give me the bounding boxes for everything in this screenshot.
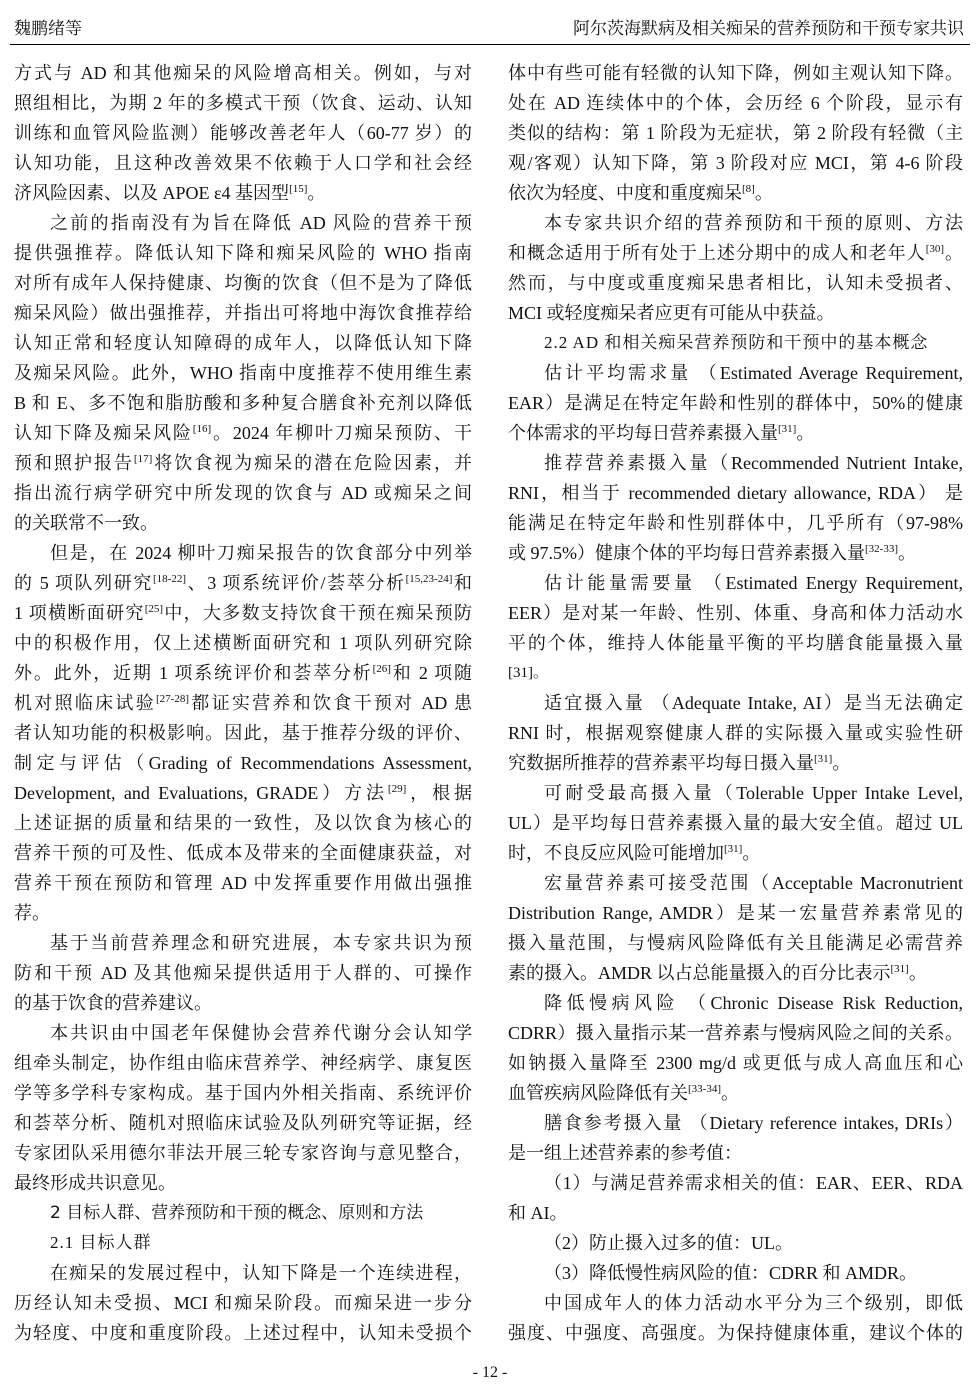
subsection-heading (508, 328, 963, 358)
text-line: 基于当前营养理念和研究进展，本专家共识为预 (50, 933, 472, 953)
citation-ref: [15] (289, 183, 308, 195)
text-line: 之前的指南没有为旨在降低 AD 风险的营养干预 (50, 213, 472, 233)
text-line: 预和照护报告[17]将饮食视为痴呆的潜在危险因素，并 (14, 453, 473, 473)
paragraph (508, 1258, 963, 1288)
text-line: 和 AI。 (508, 1203, 568, 1223)
right-column (508, 58, 963, 1348)
text-line: 提供强推荐。降低认知下降和痴呆风险的 WHO 指南 (14, 243, 472, 263)
text-line: 本专家共识介绍的营养预防和干预的原则、方法 (544, 213, 963, 233)
text-line: RNI，相当于 recommended dietary allowance, RDA） 是 (508, 483, 963, 503)
citation-ref: [25] (144, 603, 164, 615)
paragraph (508, 358, 963, 448)
text-line: RNI 时，根据观察健康人群的实际摄入量或实验性研 (508, 723, 963, 743)
text-line: 能满足在特定年龄和性别群体中，几乎所有（97-98% (508, 513, 963, 533)
paragraph (508, 688, 963, 778)
text-line: 时，不良反应风险可能增加[31]。 (508, 843, 761, 863)
text-line: 2.2 AD 和相关痴呆营养预防和干预中的基本概念 (544, 333, 929, 352)
citation-ref: [26] (372, 663, 391, 675)
paragraph (508, 448, 963, 568)
text-line: 降低慢病风险 （Chronic Disease Risk Reduction, (544, 993, 963, 1013)
paragraph (14, 1258, 472, 1348)
running-header-title: 阿尔茨海默病及相关痴呆的营养预防和干预专家共识 (573, 19, 964, 38)
text-line: 指出流行病学研究中所发现的饮食与 AD 或痴呆之间 (14, 483, 472, 503)
text-line: 认知下降及痴呆风险[16]。2024 年柳叶刀痴呆预防、干 (14, 423, 473, 443)
text-line: 的基于饮食的营养建议。 (14, 993, 212, 1013)
text-line: 外。此外，近期 1 项系统评价和荟萃分析[26]和 2 项随 (14, 663, 473, 683)
text-line: 及痴呆风险。此外，WHO 指南中度推荐不使用维生素 (14, 363, 472, 383)
text-line: 血管疾病风险降低有关[33-34]。 (508, 1083, 739, 1103)
text-line: 中的积极作用，仅上述横断面研究和 1 项队列研究除 (14, 633, 472, 653)
text-line: （1）与满足营养需求相关的值：EAR、EER、RDA (544, 1173, 963, 1193)
text-line: 的关联常不一致。 (14, 513, 158, 533)
paragraph (508, 1288, 963, 1348)
citation-ref: [31] (724, 843, 743, 855)
citation-ref: [31] (890, 963, 909, 975)
text-line: 但是，在 2024 柳叶刀痴呆报告的饮食部分中列举 (50, 543, 472, 563)
text-line: 适宜摄入量 （Adequate Intake, AI）是当无法确定 (544, 693, 963, 713)
text-line: 依次为轻度、中度和重度痴呆[8]。 (508, 183, 773, 203)
text-line: 防和干预 AD 及其他痴呆提供适用于人群的、可操作 (14, 963, 472, 983)
text-line: 制定与评估（Grading of Recommendations Assessment, (14, 753, 472, 773)
text-line: CDRR）摄入量指示某一营养素与慢病风险之间的关系。 (508, 1023, 963, 1043)
text-line: 在痴呆的发展过程中，认知下降是一个连续进程， (50, 1263, 472, 1283)
paragraph (14, 208, 472, 538)
text-line: 是一组上述营养素的参考值： (508, 1143, 742, 1163)
text-line: 或 97.5%）健康个体的平均每日营养素摄入量[32-33]。 (508, 543, 916, 563)
text-line: （3）降低慢性病风险的值：CDRR 和 AMDR。 (544, 1263, 918, 1283)
text-line: B 和 E、多不饱和脂肪酸和多种复合膳食补充剂以降低 (14, 393, 472, 413)
text-line: 专家团队采用德尔菲法开展三轮专家咨询与意见整合， (14, 1143, 472, 1163)
text-line: 推荐营养素摄入量（Recommended Nutrient Intake, (544, 453, 963, 473)
citation-ref: [29] (387, 783, 407, 795)
citation-ref: [27-28] (156, 693, 189, 705)
text-line: 学等多学科专家构成。基于国内外相关指南、系统评价 (14, 1083, 472, 1103)
paragraph (508, 778, 963, 868)
text-line: 类似的结构：第 1 阶段为无症状，第 2 阶段有轻微（主 (508, 123, 963, 143)
page-number: - 12 - (472, 1364, 508, 1381)
running-header-authors: 魏鹏绪等 (14, 19, 82, 38)
text-line: EAR）是满足在特定年龄和性别的群体中，50%的健康 (508, 393, 963, 413)
text-line: 强度、中强度、高强度。为保持健康体重，建议个体的 (508, 1323, 963, 1343)
paragraph (508, 568, 963, 688)
text-line: 可耐受最高摄入量（Tolerable Upper Intake Level, (544, 783, 963, 803)
paragraph (14, 58, 472, 208)
text-line: 营养干预在预防和管理 AD 中发挥重要作用做出强推 (14, 873, 472, 893)
text-line: 机对照临床试验[27-28]都证实营养和饮食干预对 AD 患 (14, 693, 472, 713)
text-line: MCI 或轻度痴呆者应更有可能从中获益。 (508, 303, 835, 323)
text-line: 训练和血管风险监测）能够改善老年人（60-77 岁）的 (14, 123, 472, 143)
text-line: 痴呆风险）做出强推荐，并指出可将地中海饮食推荐给 (14, 303, 472, 323)
text-line: 对所有成年人保持健康、均衡的饮食（但不是为了降低 (14, 273, 472, 293)
citation-ref: [30] (925, 243, 945, 255)
paragraph (14, 1018, 472, 1198)
text-line: 2.1 目标人群 (50, 1233, 152, 1252)
text-line: 然而，与中度或重度痴呆患者相比，认知未受损者、 (508, 273, 963, 293)
text-line: 2 目标人群、营养预防和干预的概念、原则和方法 (50, 1203, 424, 1223)
text-line: 估计平均需求量 （Estimated Average Requirement, (544, 363, 963, 383)
text-line: 上述证据的质量和结果的一致性，及以饮食为核心的 (14, 813, 472, 833)
subsection-heading (14, 1228, 472, 1258)
text-line: 个体需求的平均每日营养素摄入量[31]。 (508, 423, 815, 443)
text-line: 和荟萃分析、随机对照临床试验及队列研究等证据，经 (14, 1113, 472, 1133)
paragraph (508, 208, 963, 328)
citation-ref: [31] (778, 423, 797, 435)
text-line: 宏量营养素可接受范围（Acceptable Macronutrient (544, 873, 963, 893)
text-line: （2）防止摄入过多的值：UL。 (544, 1233, 793, 1253)
text-line: 体中有些可能有轻微的认知下降，例如主观认知下降。 (508, 63, 963, 83)
text-line: 估计能量需要量 （Estimated Energy Requirement, (544, 573, 963, 593)
citation-ref: [17] (133, 453, 153, 465)
section-heading (14, 1198, 472, 1228)
citation-ref: [15,23-24] (405, 573, 453, 585)
text-line: 摄入量范围，与慢病风险降低有关且能满足必需营养 (508, 933, 963, 953)
text-line: UL）是平均每日营养素摄入量的最大安全值。超过 UL (508, 813, 963, 833)
text-line: 者认知功能的积极影响。因此，基于推荐分级的评价、 (14, 723, 472, 743)
paragraph (508, 988, 963, 1108)
citation-ref: [33-34] (688, 1083, 721, 1095)
text-line: 平的个体，维持人体能量平衡的平均膳食能量摄入量 (508, 633, 963, 653)
text-line: 认知功能，且这种改善效果不依赖于人口学和社会经 (14, 153, 472, 173)
text-line: 本共识由中国老年保健协会营养代谢分会认知学 (50, 1023, 472, 1043)
text-line: Development, and Evaluations, GRADE）方法[29]，根据 (14, 783, 472, 803)
text-line: 究数据所推荐的营养素平均每日摄入量[31]。 (508, 753, 851, 773)
citation-ref: [32-33] (865, 543, 898, 555)
text-line: 中国成年人的体力活动水平分为三个级别，即低 (544, 1293, 963, 1313)
text-line: EER）是对某一年龄、性别、体重、身高和体力活动水 (508, 603, 963, 623)
citation-ref: [18-22] (153, 573, 186, 585)
text-line: 处在 AD 连续体中的个体，会历经 6 个阶段，显示有 (508, 93, 963, 113)
paragraph (508, 1168, 963, 1228)
paragraph (508, 868, 963, 988)
paragraph (14, 928, 472, 1018)
text-line: 如钠摄入量降至 2300 mg/d 或更低与成人高血压和心 (508, 1053, 963, 1073)
text-line: 历经认知未受损、MCI 和痴呆阶段。而痴呆进一步分 (14, 1293, 472, 1313)
citation-ref: [31] (814, 753, 833, 765)
header-divider (10, 44, 970, 45)
citation-ref: [16] (192, 423, 212, 435)
text-line: Distribution Range, AMDR）是某一宏量营养素常见的 (508, 903, 963, 923)
citation-ref: [8] (742, 183, 755, 195)
paragraph (508, 1228, 963, 1258)
text-line: 的 5 项队列研究[18-22]、3 项系统评价/荟萃分析[15,23-24]和 (14, 573, 472, 593)
text-line: 观/客观）认知下降，第 3 阶段对应 MCI，第 4-6 阶段 (508, 153, 963, 173)
text-line: 素的摄入。AMDR 以占总能量摄入的百分比表示[31]。 (508, 963, 927, 983)
paragraph (14, 538, 472, 928)
text-line: 组牵头制定，协作组由临床营养学、神经病学、康复医 (14, 1053, 472, 1073)
paragraph (508, 1108, 963, 1168)
text-line: 荐。 (14, 903, 50, 923)
text-line: 为轻度、中度和重度阶段。上述过程中，认知未受损个 (14, 1323, 472, 1343)
text-line: 1 项横断面研究[25]中，大多数支持饮食干预在痴呆预防 (14, 603, 473, 623)
text-line: [31]。 (508, 665, 548, 681)
text-line: 最终形成共识意见。 (14, 1173, 176, 1193)
text-line: 照组相比，为期 2 年的多模式干预（饮食、运动、认知 (14, 93, 472, 113)
text-line: 膳食参考摄入量 （Dietary reference intakes, DRIs） (544, 1113, 963, 1133)
text-line: 营养干预的可及性、低成本及带来的全面健康获益，对 (14, 843, 472, 863)
paragraph (508, 58, 963, 208)
text-line: 方式与 AD 和其他痴呆的风险增高相关。例如，与对 (14, 63, 472, 83)
text-line: 济风险因素、以及 APOE ε4 基因型[15]。 (14, 183, 326, 203)
left-column (14, 58, 472, 1348)
text-line: 和概念适用于所有处于上述分期中的成人和老年人[30]。 (508, 243, 964, 263)
text-line: 认知正常和轻度认知障碍的成年人，以降低认知下降 (14, 333, 472, 353)
